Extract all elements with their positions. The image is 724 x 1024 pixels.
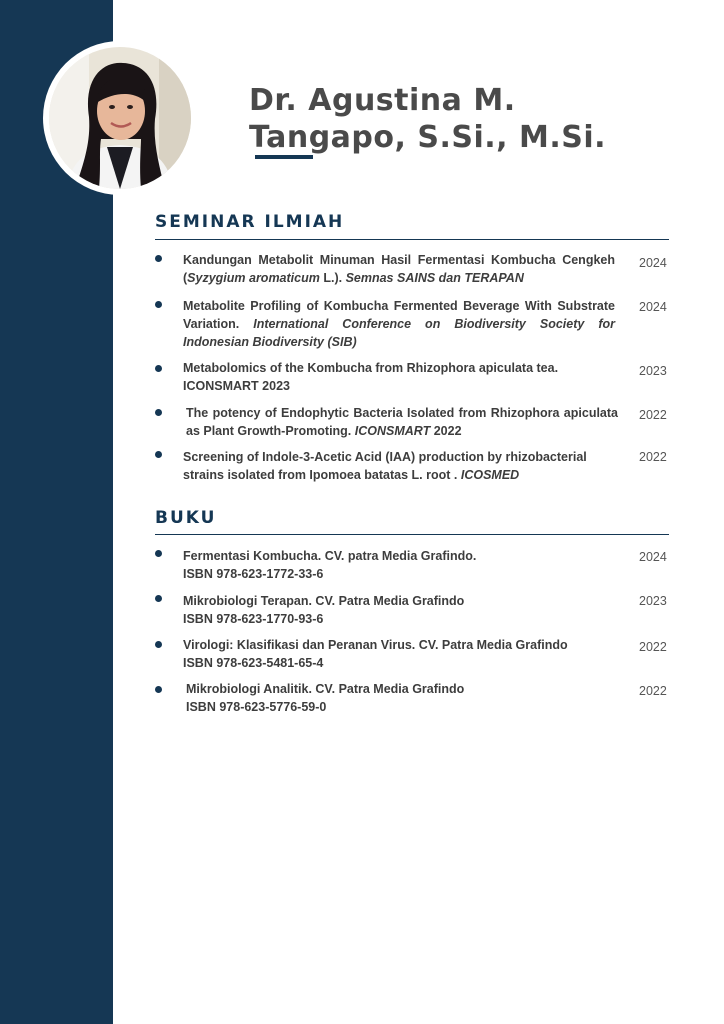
book-title: Mikrobiologi Terapan. CV. Patra Media Grafindo	[183, 594, 465, 608]
seminar-year: 2024	[639, 256, 667, 270]
book-year: 2022	[639, 684, 667, 698]
seminar-text-italic: ICONSMART	[354, 424, 431, 438]
seminar-text-italic: International Conference on Biodiversity Society for Indonesian Biodiversity (SIB)	[183, 317, 615, 349]
seminar-text-part: Screening of Indole-3-Acetic Acid (IAA) production by rhizobacterial strains isolated from Ipomoea batatas L. root .	[183, 450, 587, 482]
books-section-title: BUKU	[155, 508, 217, 528]
book-isbn: ISBN 978-623-5481-65-4	[183, 656, 324, 670]
person-name	[249, 82, 689, 156]
book-title: Virologi: Klasifikasi dan Peranan Virus. CV. Patra Media Grafindo	[183, 638, 568, 652]
seminar-text-part: 2022	[430, 424, 462, 438]
book-isbn: ISBN 978-623-1772-33-6	[183, 567, 324, 581]
book-entry-text	[186, 680, 618, 716]
name-line-1: Dr. Agustina M.	[249, 83, 516, 118]
book-entry-text	[183, 636, 615, 672]
book-title: Mikrobiologi Analitik. CV. Patra Media Grafindo	[186, 682, 465, 696]
seminar-entry-text	[183, 251, 615, 287]
book-year: 2022	[639, 640, 667, 654]
seminar-year: 2024	[639, 300, 667, 314]
seminar-text-part: L.).	[319, 271, 346, 285]
seminar-text-part: Metabolomics of the Kombucha from Rhizophora apiculata tea. ICONSMART 2023	[183, 361, 559, 393]
seminar-entry-text	[183, 359, 615, 395]
seminar-year: 2023	[639, 364, 667, 378]
seminar-divider	[155, 239, 669, 240]
seminar-entry-text	[183, 448, 615, 484]
book-isbn: ISBN 978-623-5776-59-0	[186, 700, 327, 714]
books-divider	[155, 534, 669, 535]
seminar-text-italic: Syzygium aromaticum	[187, 271, 320, 285]
name-accent-bar	[255, 155, 313, 159]
bullet-dot	[155, 365, 162, 372]
bullet-dot	[155, 595, 162, 602]
seminar-text-part: The potency of Endophytic Bacteria Isolated from Rhizophora apiculata as Plant Growth-Promoting.	[186, 406, 618, 438]
book-isbn: ISBN 978-623-1770-93-6	[183, 612, 324, 626]
seminar-year: 2022	[639, 408, 667, 422]
seminar-text-part: Kandungan Metabolit Minuman Hasil Fermentasi Kombucha Cengkeh (	[183, 253, 615, 285]
bullet-dot	[155, 409, 162, 416]
seminar-text-italic: ICOSMED	[460, 468, 520, 482]
book-year: 2024	[639, 550, 667, 564]
book-year: 2023	[639, 594, 667, 608]
bullet-dot	[155, 550, 162, 557]
seminar-text-part: Metabolite Profiling of Kombucha Fermented Beverage With Substrate Variation.	[183, 299, 615, 331]
seminar-section-title: SEMINAR ILMIAH	[155, 212, 345, 232]
book-entry-text	[183, 592, 615, 628]
book-title: Fermentasi Kombucha. CV. patra Media Grafindo.	[183, 549, 477, 563]
book-entry-text	[183, 547, 615, 583]
bullet-dot	[155, 255, 162, 262]
bullet-dot	[155, 641, 162, 648]
profile-photo-frame	[43, 41, 197, 195]
seminar-text-italic: Semnas SAINS dan TERAPAN	[345, 271, 524, 285]
bullet-dot	[155, 301, 162, 308]
seminar-entry-text	[183, 297, 615, 351]
seminar-year: 2022	[639, 450, 667, 464]
bullet-dot	[155, 686, 162, 693]
name-line-2: Tangapo, S.Si., M.Si.	[249, 120, 607, 155]
profile-photo	[49, 47, 191, 189]
seminar-entry-text	[186, 404, 618, 440]
bullet-dot	[155, 451, 162, 458]
